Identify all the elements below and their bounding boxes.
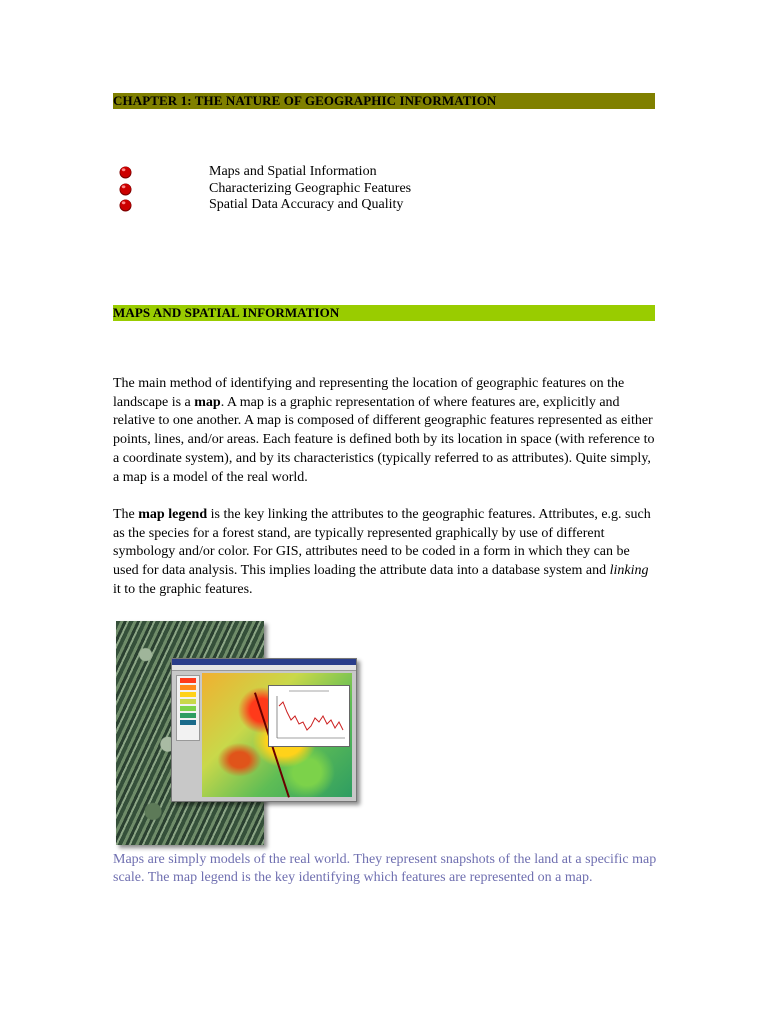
term-map-legend: map legend [138, 507, 208, 522]
list-item [118, 181, 518, 198]
chapter-heading: CHAPTER 1: THE NATURE OF GEOGRAPHIC INFORMATION [113, 93, 655, 109]
red-ball-bullet-icon [119, 182, 132, 196]
paragraph-text: it to the graphic features. [113, 581, 253, 597]
toc-label: Characterizing Geographic Features [209, 180, 412, 196]
paragraph-text: . A map is a graphic representation of where features are, explicitly and relative to one another. A map is composed of different geographic features represented as either points, lines, and/or areas. Each feature is defined both by its location in space (with reference to a coordinate system), and by its characteristics (typically referred to as attributes). Quite simply, a map is a model of the real world. [113, 394, 655, 485]
map-legend-panel [176, 675, 200, 741]
paragraph-text: The main method of identifying and representing the location of geographic features on the landscape is a [113, 376, 625, 410]
red-ball-bullet-icon [119, 198, 132, 212]
paragraph-map-legend [113, 506, 658, 600]
paragraph-text: is the key linking the attributes to the geographic features. Attributes, e.g. such as the species for a forest stand, are typically represented graphically by use of different symbology and/or color. For GIS, attributes need to be coded in a form in which they can be used for data analysis. This implies loading the attribute data into a database system and [113, 507, 651, 579]
profile-graph [269, 686, 349, 746]
section-heading: MAPS AND SPATIAL INFORMATION [113, 305, 655, 321]
profile-chart-panel [268, 685, 350, 747]
paragraph-map-definition [113, 375, 658, 487]
list-item [118, 197, 518, 214]
term-linking: linking [609, 563, 649, 579]
toc-label: Spatial Data Accuracy and Quality [209, 197, 404, 212]
list-item [118, 164, 518, 181]
red-ball-bullet-icon [119, 165, 132, 179]
chapter-contents-list [118, 164, 518, 214]
gis-software-window [171, 658, 357, 802]
paragraph-text: The [113, 507, 139, 522]
term-map: map [194, 394, 221, 410]
toc-label: Maps and Spatial Information [209, 164, 377, 179]
figure-caption: Maps are simply models of the real world. They represent snapshots of the land at a specific map scale. The map legend is the key identifying which features are represented on a map. [113, 852, 657, 885]
window-menubar [172, 665, 356, 671]
gis-illustration [113, 618, 363, 848]
